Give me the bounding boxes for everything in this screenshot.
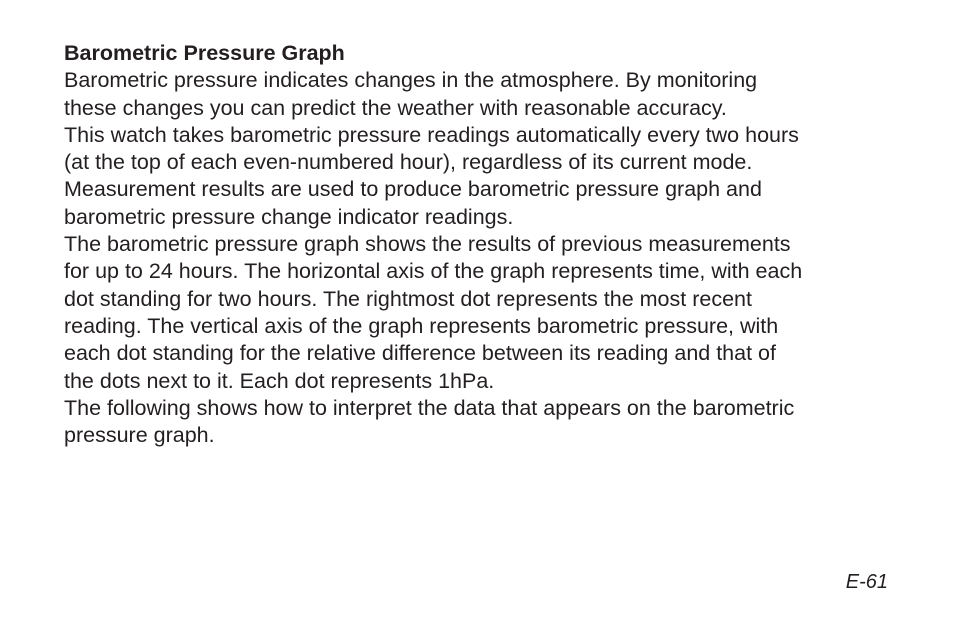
text-line: for up to 24 hours. The horizontal axis of the graph represents time, with each: [64, 259, 803, 284]
text-line: pressure graph.: [64, 423, 215, 448]
text-line: This watch takes barometric pressure readings automatically every two hours: [64, 122, 799, 147]
text-line: Barometric pressure indicates changes in the atmosphere. By monitoring: [64, 68, 758, 93]
page-number: E-61: [845, 571, 888, 593]
text-line: reading. The vertical axis of the graph represents barometric pressure, with: [64, 313, 779, 338]
body-text: [64, 67, 904, 449]
text-line: dot standing for two hours. The rightmost dot represents the most recent: [64, 286, 752, 311]
document-page: [64, 40, 904, 449]
text-line: each dot standing for the relative difference between its reading and that of: [64, 341, 776, 366]
text-line: the dots next to it. Each dot represents 1hPa.: [64, 368, 495, 393]
text-line: Measurement results are used to produce barometric pressure graph and: [64, 177, 762, 202]
text-line: (at the top of each even-numbered hour), regardless of its current mode.: [64, 150, 753, 175]
section-heading: Barometric Pressure Graph: [64, 41, 345, 65]
text-line: these changes you can predict the weather with reasonable accuracy.: [64, 95, 727, 120]
text-line: The barometric pressure graph shows the results of previous measurements: [64, 232, 791, 257]
text-line: The following shows how to interpret the data that appears on the barometric: [64, 395, 795, 420]
text-line: barometric pressure change indicator readings.: [64, 204, 514, 229]
